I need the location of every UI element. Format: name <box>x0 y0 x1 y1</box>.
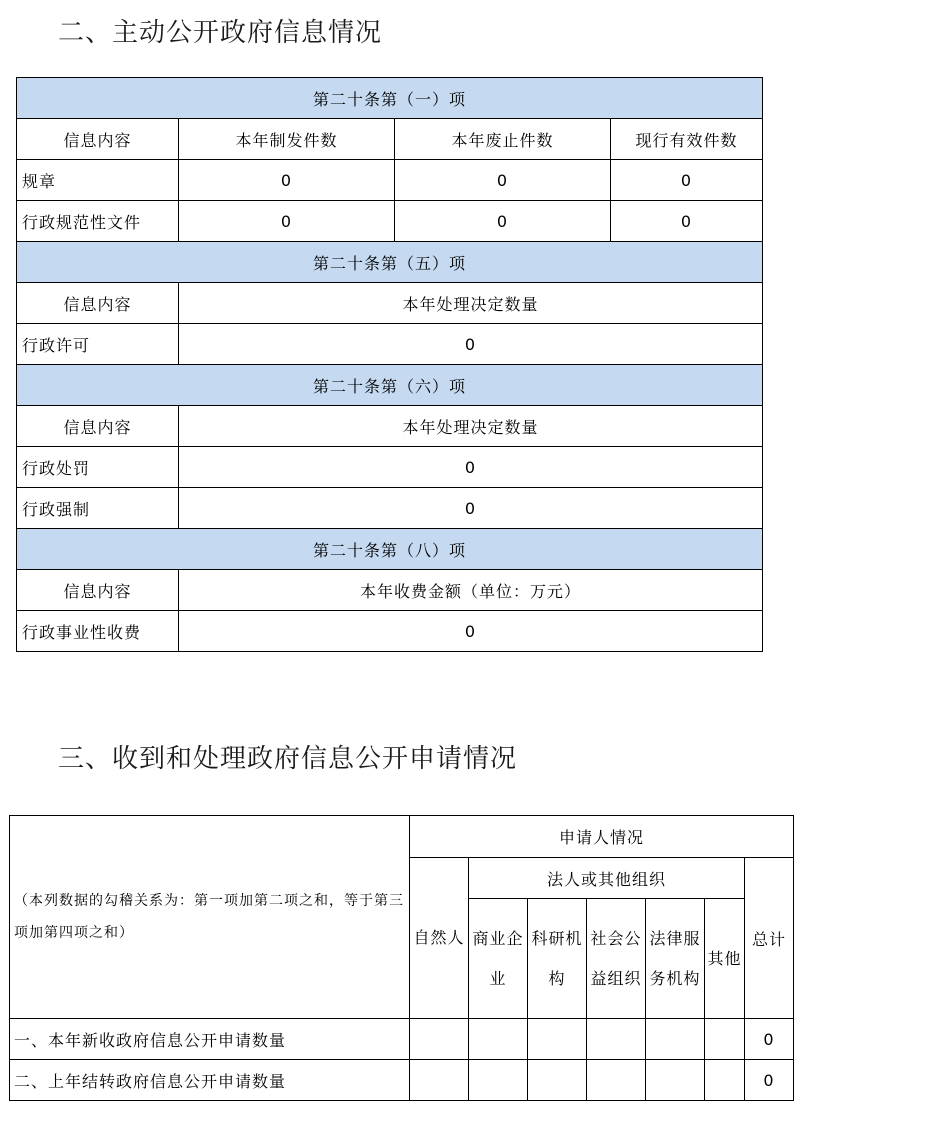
business-header: 商业企业 <box>469 899 528 1019</box>
row-welfare <box>587 1019 646 1060</box>
total-header: 总计 <box>745 858 794 1019</box>
row-label: 二、上年结转政府信息公开申请数量 <box>10 1060 410 1101</box>
other-header: 其他 <box>705 899 745 1019</box>
research-header: 科研机构 <box>528 899 587 1019</box>
row-value: 0 <box>179 488 763 529</box>
row-repealed: 0 <box>395 201 611 242</box>
row-business <box>469 1019 528 1060</box>
row-label: 行政事业性收费 <box>17 611 179 652</box>
row-business <box>469 1060 528 1101</box>
item1-header: 第二十条第（一）项 <box>17 78 763 119</box>
section3-title: 三、收到和处理政府信息公开申请情况 <box>58 744 518 774</box>
row-welfare <box>587 1060 646 1101</box>
row-label: 一、本年新收政府信息公开申请数量 <box>10 1019 410 1060</box>
item1-col-valid: 现行有效件数 <box>611 119 763 160</box>
table-row <box>17 324 763 365</box>
item5-header: 第二十条第（五）项 <box>17 242 763 283</box>
public-welfare-header: 社会公益组织 <box>587 899 646 1019</box>
row-label: 行政许可 <box>17 324 179 365</box>
row-total: 0 <box>745 1019 794 1060</box>
table-row <box>10 1060 794 1101</box>
section2-title: 二、主动公开政府信息情况 <box>58 18 383 48</box>
table-row <box>17 160 763 201</box>
natural-person-header: 自然人 <box>410 858 469 1019</box>
row-value: 0 <box>179 447 763 488</box>
row-research <box>528 1019 587 1060</box>
item8-col-amount: 本年收费金额（单位：万元） <box>179 570 763 611</box>
item6-col-count: 本年处理决定数量 <box>179 406 763 447</box>
reconciliation-note: （本列数据的勾稽关系为：第一项加第二项之和，等于第三项加第四项之和） <box>10 816 410 1019</box>
row-other <box>705 1019 745 1060</box>
applicant-header: 申请人情况 <box>410 816 794 858</box>
item1-col-content: 信息内容 <box>17 119 179 160</box>
legal-service-header: 法律服务机构 <box>646 899 705 1019</box>
table-row <box>17 201 763 242</box>
row-repealed: 0 <box>395 160 611 201</box>
item5-col-content: 信息内容 <box>17 283 179 324</box>
item1-col-repealed: 本年废止件数 <box>395 119 611 160</box>
row-issued: 0 <box>179 160 395 201</box>
item6-col-content: 信息内容 <box>17 406 179 447</box>
row-natural <box>410 1060 469 1101</box>
item5-col-count: 本年处理决定数量 <box>179 283 763 324</box>
row-valid: 0 <box>611 160 763 201</box>
row-legal <box>646 1060 705 1101</box>
table-row <box>17 488 763 529</box>
row-label: 行政强制 <box>17 488 179 529</box>
table-row <box>17 447 763 488</box>
row-value: 0 <box>179 611 763 652</box>
row-label: 行政处罚 <box>17 447 179 488</box>
row-value: 0 <box>179 324 763 365</box>
legal-entity-header: 法人或其他组织 <box>469 858 745 899</box>
application-table <box>9 815 794 1101</box>
row-label: 规章 <box>17 160 179 201</box>
item8-header: 第二十条第（八）项 <box>17 529 763 570</box>
table-row <box>10 1019 794 1060</box>
row-label: 行政规范性文件 <box>17 201 179 242</box>
row-legal <box>646 1019 705 1060</box>
row-natural <box>410 1019 469 1060</box>
item6-header: 第二十条第（六）项 <box>17 365 763 406</box>
row-research <box>528 1060 587 1101</box>
row-issued: 0 <box>179 201 395 242</box>
row-total: 0 <box>745 1060 794 1101</box>
proactive-disclosure-table <box>16 77 763 652</box>
row-valid: 0 <box>611 201 763 242</box>
item8-col-content: 信息内容 <box>17 570 179 611</box>
table-row <box>17 611 763 652</box>
row-other <box>705 1060 745 1101</box>
item1-col-issued: 本年制发件数 <box>179 119 395 160</box>
